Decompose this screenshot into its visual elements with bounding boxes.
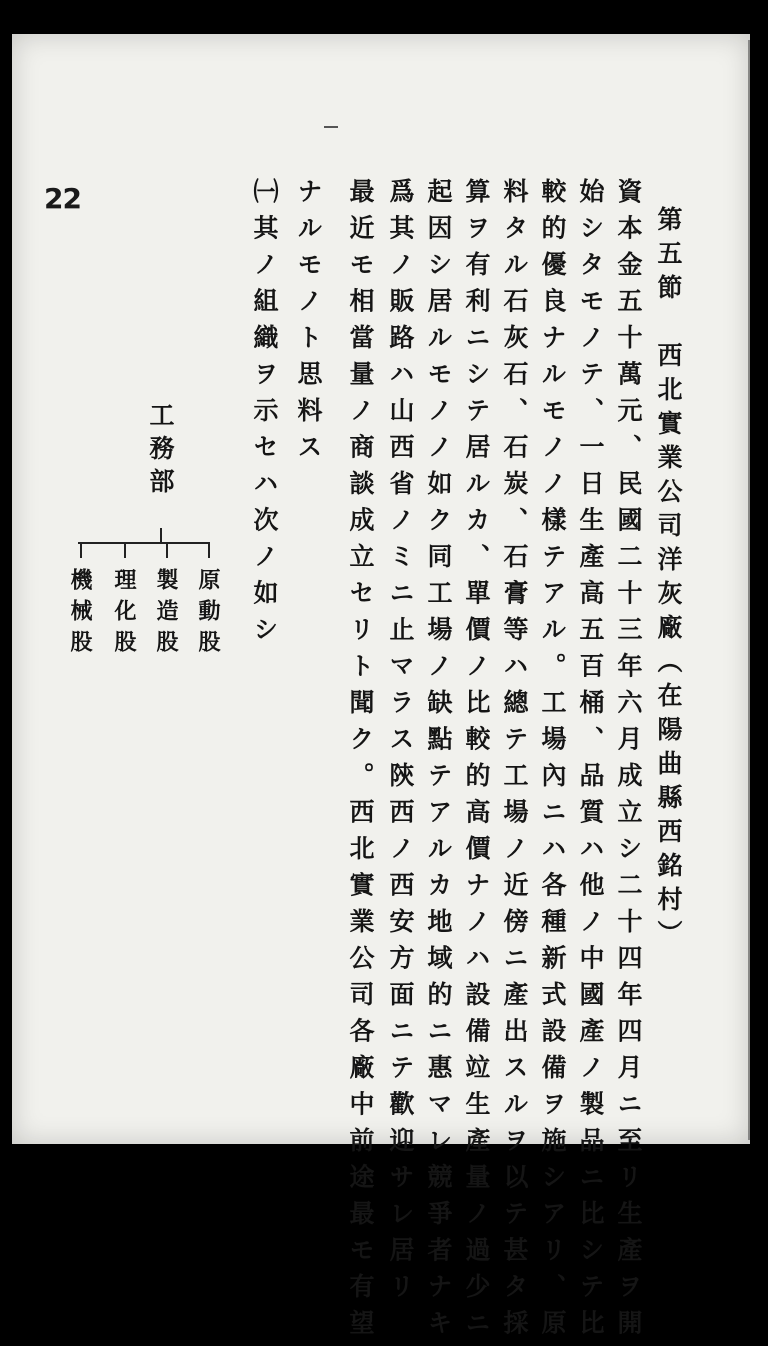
text-column-3: 較的優良ナルモノノ樣テアル。工場內ニハ各種新式設備ヲ施シアリ、原	[538, 178, 567, 1346]
book-page	[12, 34, 750, 1346]
text-column-8: 最近モ相當量ノ商談成立セリト聞ク。西北實業公司各廠中前途最モ有望	[346, 178, 375, 1346]
org-chart-connector	[160, 528, 162, 542]
text-column-5: 算ヲ有利ニシテ居ルカ、單價ノ比較的高價ナノハ設備竝生產量ノ過少ニ	[462, 178, 491, 1346]
org-branch-3: 理化股	[111, 568, 137, 661]
text-column-7: 爲其ノ販路ハ山西省ノミニ止マラス陝西ノ西安方面ニテ歡迎サレ居リ	[386, 178, 415, 1310]
page-mark	[324, 126, 338, 128]
page-edge-line	[748, 40, 750, 1140]
text-column-9: ナルモノト思料ス	[294, 178, 323, 470]
text-column-2: 始シタモノテ、一日生產高五百桶、品質ハ他ノ中國產ノ製品ニ比シテ比	[576, 178, 605, 1346]
org-branch-4: 機械股	[67, 568, 93, 661]
org-branch-2: 製造股	[153, 568, 179, 661]
page-number: 22	[44, 182, 81, 215]
text-column-1: 資本金五十萬元、民國二十三年六月成立シ二十四年四月ニ至リ生產ヲ開	[614, 178, 643, 1346]
org-chart-root: 工務部	[146, 402, 175, 501]
org-chart-tick-3	[124, 542, 126, 558]
text-column-4: 料タル石灰石、石炭、石膏等ハ總テ工場ノ近傍ニ產出スルヲ以テ甚タ採	[500, 178, 529, 1346]
text-column-6: 起因シ居ルモノノ如ク同工場ノ缺點テアルカ地域的ニ惠マレ競爭者ナキ	[424, 178, 453, 1346]
org-chart-tick-4	[80, 542, 82, 558]
text-column-10: ㈠其ノ組織ヲ示セハ次ノ如シ	[250, 178, 279, 653]
org-branch-1: 原動股	[195, 568, 221, 661]
org-chart-bar	[78, 542, 210, 544]
section-heading: 第五節 西北實業公司洋灰廠（在陽曲縣西銘村）	[654, 206, 683, 954]
org-chart-tick-1	[208, 542, 210, 558]
org-chart-tick-2	[166, 542, 168, 558]
